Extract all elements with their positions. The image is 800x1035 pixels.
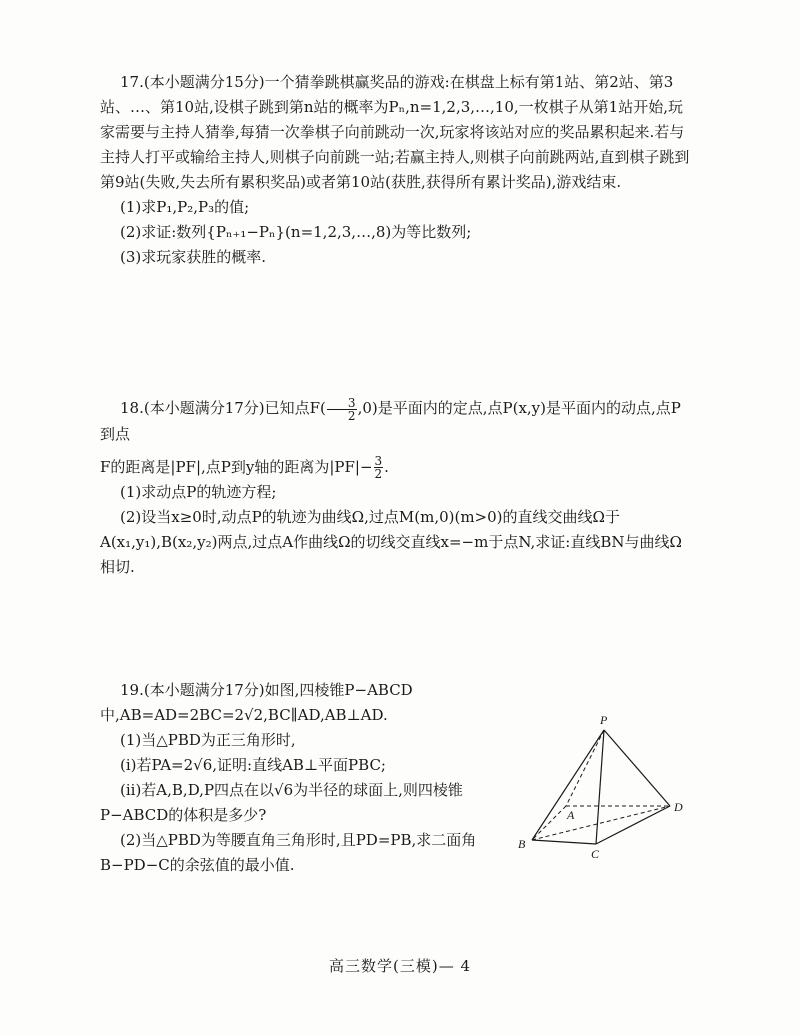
problem-17-intro: 17.(本小题满分15分)一个猜拳跳棋赢奖品的游戏:在棋盘上标有第1站、第2站、第3站、…、第10站,设棋子跳到第n站的概率为Pₙ,n=1,2,3,…,10,一枚棋子从第1站开始,玩家需要与主持人猜拳,每猜一次拳棋子向前跳动一次,玩家将该站对应的奖品累积起来.若与主持人打平或输给主持人,则棋子向前跳一站;若赢主持人,则棋子向前跳两站,直到棋子跳到第9站(失败,失去所有累积奖品)或者第10站(获胜,获得所有累计奖品),游戏结束.	[100, 73, 690, 191]
problem-18-intro-a: 18.(本小题满分17分)已知点F(	[120, 399, 326, 417]
problem-18	[100, 396, 695, 580]
problem-17-q2: (2)求证:数列{Pₙ₊₁−Pₙ}(n=1,2,3,…,8)为等比数列;	[120, 223, 472, 241]
fraction-numerator: 3	[327, 397, 357, 410]
edge-pb	[532, 730, 604, 840]
vertex-label-p: P	[600, 713, 608, 727]
problem-19-q2: (2)当△PBD为等腰直角三角形时,且PD=PB,求二面角B−PD−C的余弦值的最小值.	[100, 831, 477, 874]
edge-bd-hidden	[532, 806, 670, 840]
fraction-denominator-2: 2	[374, 467, 383, 481]
page-footer: 高三数学(三模)— 4	[328, 957, 472, 975]
fraction-denominator: 2	[347, 408, 356, 423]
problem-19-q1: (1)当△PBD为正三角形时,	[120, 731, 296, 749]
problem-18-intro-b: ,0)是平面内的定点,点P(x,y)是平面内的动点,点P到点	[100, 399, 681, 443]
problem-19-q1i: (i)若PA=2√6,证明:直线AB⊥平面PBC;	[120, 756, 386, 774]
fraction-numerator-2: 3	[374, 454, 383, 468]
edge-pc	[596, 730, 604, 844]
problem-19-intro: 19.(本小题满分17分)如图,四棱锥P−ABCD中,AB=AD=2BC=2√2,BC∥AD,AB⊥AD.	[100, 681, 413, 724]
problem-17-q1: (1)求P₁,P₂,P₃的值;	[120, 198, 250, 216]
edge-cd	[596, 806, 670, 844]
vertex-label-a: A	[567, 808, 575, 822]
problem-18-line2	[100, 455, 695, 481]
fraction-three-halves-2	[374, 455, 384, 480]
problem-18-intro	[100, 396, 695, 447]
problem-19-subquestions	[100, 728, 510, 878]
fraction-three-halves	[327, 397, 357, 422]
pyramid-figure	[510, 712, 700, 862]
problem-18-q2: (2)设当x≥0时,动点P的轨迹为曲线Ω,过点M(m,0)(m>0)的直线交曲线Ω于A(x₁,y₁),B(x₂,y₂)两点,过点A作曲线Ω的切线交直线x=−m于点N,求证:直线BN与曲线Ω相切.	[100, 508, 682, 576]
edge-bc	[532, 840, 596, 844]
edge-pd	[604, 730, 670, 806]
problem-19-q1ii: (ii)若A,B,D,P四点在以√6为半径的球面上,则四棱锥P−ABCD的体积是多少?	[100, 781, 463, 824]
edge-ab-hidden	[532, 806, 566, 840]
problem-18-line2-b: .	[384, 457, 389, 476]
problem-18-line2-a: F的距离是|PF|,点P到y轴的距离为|PF|−	[100, 457, 373, 476]
problem-17-q3: (3)求玩家获胜的概率.	[120, 248, 267, 266]
vertex-label-d: D	[674, 800, 683, 814]
vertex-label-c: C	[591, 847, 600, 861]
vertex-label-b: B	[518, 837, 526, 851]
problem-18-q1: (1)求动点P的轨迹方程;	[120, 483, 277, 501]
edge-pa-hidden	[566, 730, 604, 806]
pyramid-diagram	[510, 712, 700, 862]
problem-17	[100, 70, 695, 270]
